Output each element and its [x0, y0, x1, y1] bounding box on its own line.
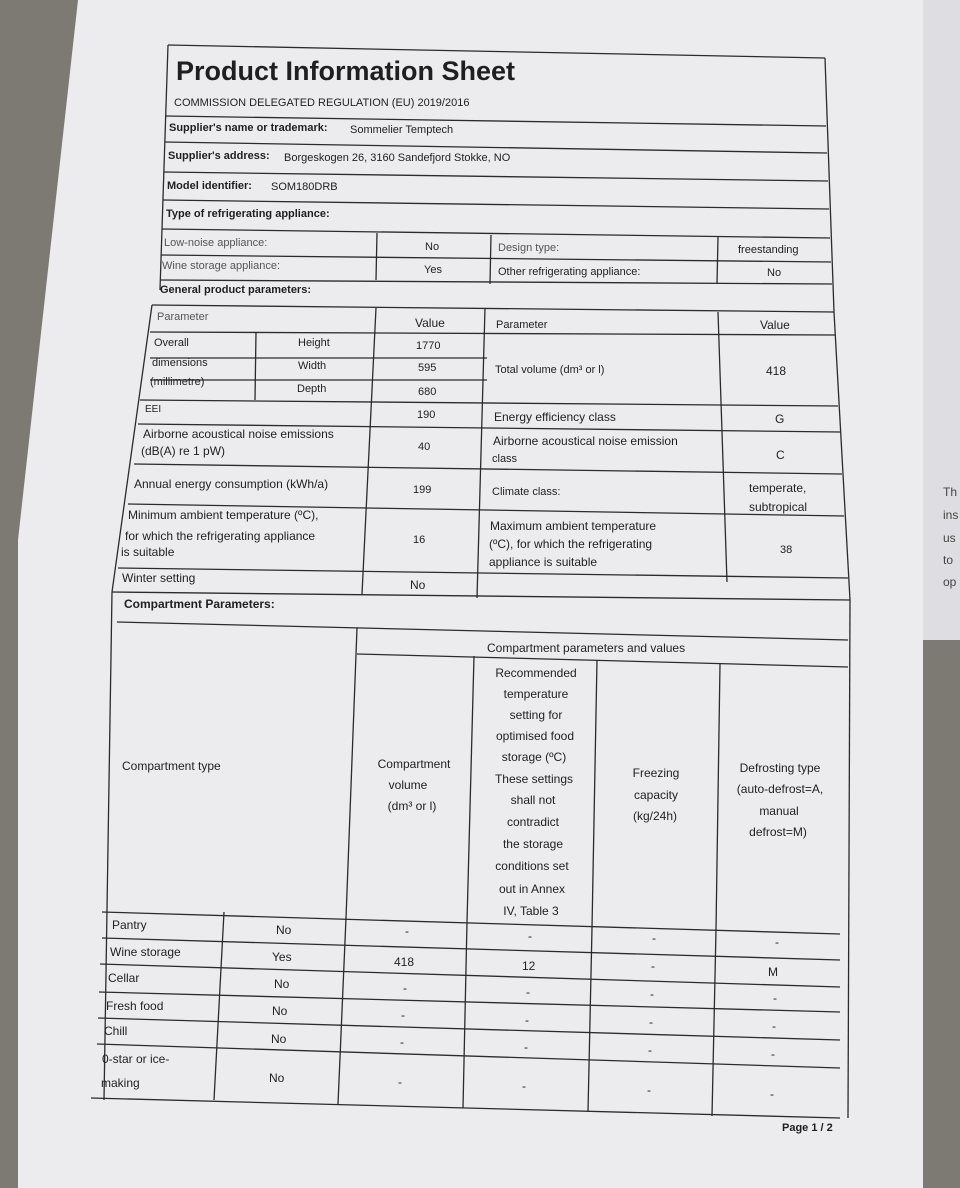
max-temp-value: 38 — [780, 544, 793, 556]
annual-label: Annual energy consumption (kWh/a) — [134, 477, 329, 491]
noise-class-value: C — [776, 448, 785, 462]
defrost-header-2: (auto-defrost=A, — [736, 782, 824, 796]
row-icemaking-name: 0-star or ice- — [102, 1052, 170, 1066]
row-pantry-freeze: - — [652, 931, 656, 945]
row-fresh-present: No — [272, 1004, 288, 1018]
max-temp-label-1: Maximum ambient temperature — [490, 519, 657, 533]
min-temp-label-1: Minimum ambient temperature (ºC), — [128, 508, 319, 522]
climate-value-1: temperate, — [749, 481, 807, 495]
row-wine-freeze: - — [651, 959, 655, 973]
noise-class-label-1: Airborne acoustical noise emission — [493, 434, 678, 448]
rec-header-1: Recommended — [495, 666, 577, 680]
noise-label-1: Airborne acoustical noise emissions — [143, 427, 334, 441]
height-label: Height — [298, 337, 330, 349]
vol-header-1: Compartment — [377, 757, 451, 771]
width-label: Width — [298, 360, 327, 372]
defrost-header-1: Defrosting type — [739, 761, 821, 775]
wine-storage-value: Yes — [424, 264, 442, 276]
other-app-value: No — [767, 267, 782, 279]
row-pantry-vol: - — [405, 924, 409, 938]
defrost-header-3: manual — [759, 804, 799, 818]
value-header-right: Value — [760, 318, 790, 332]
side-text-4: to — [943, 553, 954, 567]
energy-class-value: G — [775, 412, 785, 426]
row-wine-rec: 12 — [522, 959, 536, 973]
rec-header-6: These settings — [494, 772, 574, 786]
rec-header-5: storage (ºC) — [501, 750, 567, 764]
row-pantry-name: Pantry — [112, 918, 147, 932]
dims-label-3: (millimetre) — [150, 376, 205, 388]
row-cellar-vol: - — [403, 981, 407, 995]
wine-storage-label: Wine storage appliance: — [162, 260, 281, 272]
depth-value: 680 — [418, 386, 437, 398]
noise-value: 40 — [418, 441, 431, 453]
annual-value: 199 — [413, 484, 432, 496]
row-wine-vol: 418 — [394, 955, 415, 969]
row-cellar-rec: - — [526, 985, 530, 999]
max-temp-label-2: (ºC), for which the refrigerating — [489, 537, 653, 551]
row-chill-present: No — [271, 1032, 287, 1046]
side-text-3: us — [943, 531, 956, 545]
winter-label: Winter setting — [122, 571, 196, 585]
height-value: 1770 — [416, 340, 441, 352]
row-cellar-present: No — [274, 977, 290, 991]
row-icemaking-name-2: making — [101, 1076, 140, 1090]
row-icemaking-present: No — [269, 1071, 285, 1085]
row-wine-name: Wine storage — [110, 945, 181, 959]
noise-label-2: (dB(A) re 1 pW) — [141, 444, 226, 458]
freeze-header-3: (kg/24h) — [632, 809, 678, 823]
rec-header-8: contradict — [506, 815, 560, 829]
row-cellar-freeze: - — [650, 987, 654, 1001]
winter-value: No — [410, 578, 426, 592]
rec-header-9: the storage — [502, 837, 564, 851]
address-label: Supplier's address: — [168, 150, 270, 162]
row-icemaking-defrost: - — [770, 1087, 774, 1101]
row-fresh-rec: - — [525, 1013, 529, 1027]
row-fresh-freeze: - — [649, 1015, 653, 1029]
type-header: Type of refrigerating appliance: — [166, 208, 330, 220]
model-value: SOM180DRB — [271, 181, 338, 193]
side-text-5: op — [943, 575, 957, 589]
total-volume-label: Total volume (dm³ or l) — [495, 364, 605, 376]
param-header-left: Parameter — [157, 311, 209, 323]
energy-class-label: Energy efficiency class — [494, 410, 616, 424]
other-app-label: Other refrigerating appliance: — [498, 266, 641, 278]
row-pantry-defrost: - — [775, 935, 779, 949]
side-text-2: ins — [943, 508, 959, 522]
rec-header-12: IV, Table 3 — [503, 904, 559, 918]
comp-type-header: Compartment type — [122, 759, 221, 773]
rec-header-2: temperature — [503, 687, 569, 701]
row-pantry-rec: - — [528, 929, 532, 943]
table-grid — [91, 45, 850, 1118]
row-fresh-vol: - — [401, 1008, 405, 1022]
sheet-title: Product Information Sheet — [176, 56, 516, 86]
row-icemaking-rec: - — [522, 1079, 526, 1093]
low-noise-value: No — [425, 241, 440, 253]
row-fresh-name: Fresh food — [106, 999, 164, 1013]
row-pantry-present: No — [276, 923, 292, 937]
value-header-left: Value — [415, 316, 445, 330]
design-type-label: Design type: — [498, 242, 560, 254]
general-header: General product parameters: — [160, 284, 311, 296]
row-chill-defrost: - — [771, 1047, 775, 1061]
row-chill-freeze: - — [648, 1043, 652, 1057]
max-temp-label-3: appliance is suitable — [489, 555, 598, 569]
model-label: Model identifier: — [167, 180, 252, 192]
dims-label-1: Overall — [154, 337, 189, 349]
depth-label: Depth — [297, 383, 327, 395]
row-wine-present: Yes — [272, 950, 292, 964]
row-icemaking-vol: - — [398, 1075, 402, 1089]
row-wine-defrost: M — [768, 965, 778, 979]
rec-header-4: optimised food — [495, 729, 575, 743]
comp-params-header: Compartment parameters and values — [487, 641, 686, 655]
page-number: Page 1 / 2 — [782, 1122, 833, 1134]
vol-header-2: volume — [388, 778, 428, 792]
total-volume-value: 418 — [766, 364, 787, 378]
address-value: Borgeskogen 26, 3160 Sandefjord Stokke, NO — [284, 152, 511, 164]
row-icemaking-freeze: - — [647, 1083, 651, 1097]
freeze-header-1: Freezing — [632, 766, 680, 780]
vol-header-3: (dm³ or l) — [387, 799, 437, 813]
regulation-text: COMMISSION DELEGATED REGULATION (EU) 2019/2016 — [174, 97, 470, 109]
rec-header-7: shall not — [510, 793, 556, 807]
row-fresh-defrost: - — [772, 1019, 776, 1033]
min-temp-label-2: for which the refrigerating appliance — [125, 529, 316, 543]
low-noise-label: Low-noise appliance: — [164, 237, 268, 249]
param-header-right: Parameter — [496, 319, 548, 331]
dims-label-2: dimensions — [152, 357, 208, 369]
rec-header-10: conditions set — [495, 859, 569, 873]
supplier-label: Supplier's name or trademark: — [169, 122, 328, 134]
row-cellar-name: Cellar — [108, 971, 140, 985]
side-text-1: Th — [943, 485, 958, 499]
supplier-value: Sommelier Temptech — [350, 124, 454, 136]
rec-header-11: out in Annex — [498, 882, 566, 896]
design-type-value: freestanding — [738, 244, 799, 256]
row-chill-vol: - — [400, 1035, 404, 1049]
freeze-header-2: capacity — [633, 788, 679, 802]
row-cellar-defrost: - — [773, 991, 777, 1005]
eei-value: 190 — [417, 409, 436, 421]
climate-value-2: subtropical — [749, 500, 808, 514]
row-chill-rec: - — [524, 1040, 528, 1054]
comp-header: Compartment Parameters: — [124, 597, 275, 611]
min-temp-label-3: is suitable — [121, 545, 175, 559]
width-value: 595 — [418, 362, 437, 374]
min-temp-value: 16 — [413, 534, 426, 546]
defrost-header-4: defrost=M) — [749, 825, 807, 839]
rec-header-3: setting for — [509, 708, 563, 722]
eei-label: EEI — [145, 404, 162, 415]
row-chill-name: Chill — [104, 1024, 128, 1038]
climate-label: Climate class: — [492, 486, 561, 498]
noise-class-label-2: class — [492, 453, 518, 465]
